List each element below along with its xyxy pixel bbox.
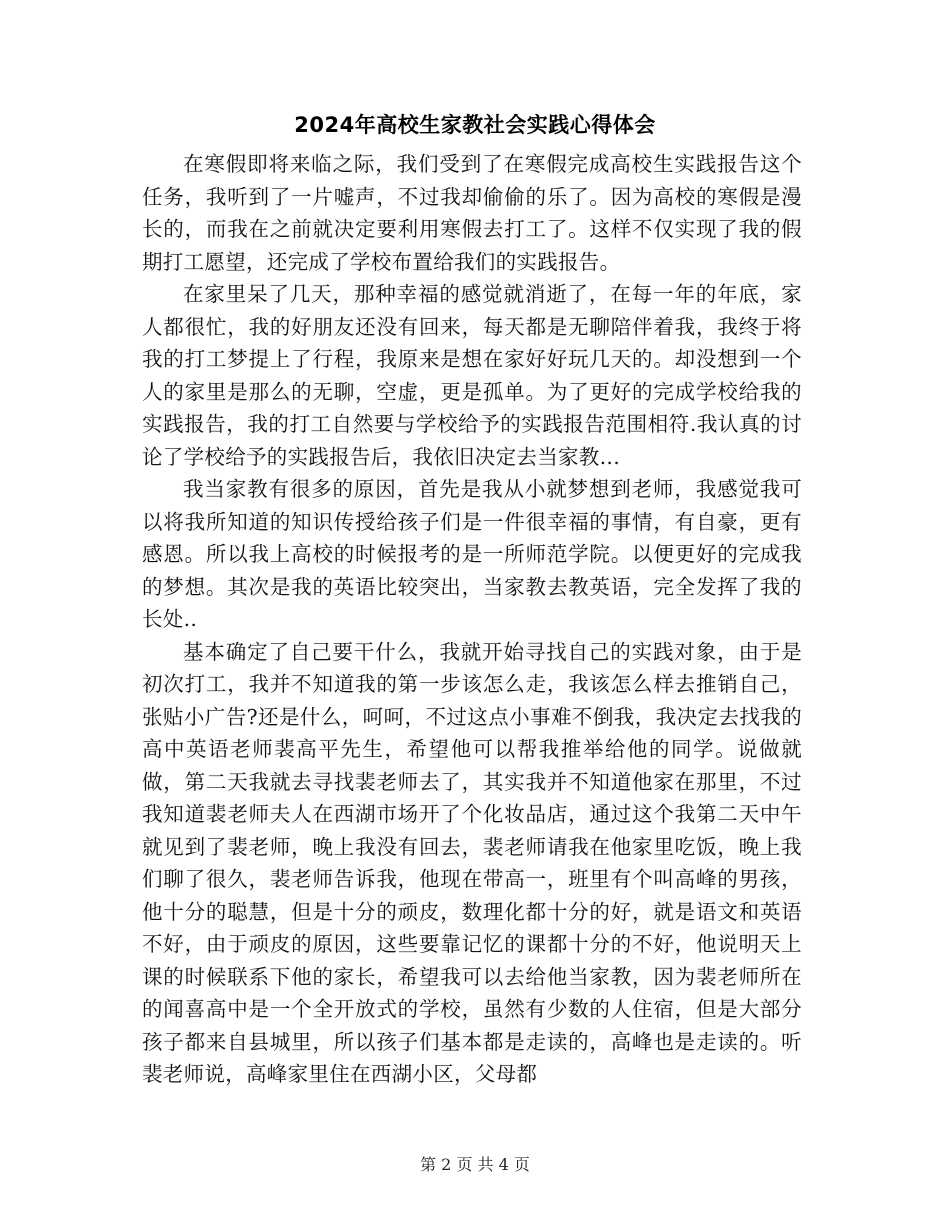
paragraph-2: 在家里呆了几天，那种幸福的感觉就消逝了，在每一年的年底，家人都很忙，我的好朋友还没有回来，每天都是无聊陪伴着我，我终于将我的打工梦提上了行程，我原来是想在家好好玩几天的。却没想到一个人的家里是那么的无聊，空虚，更是孤单。为了更好的完成学校给我的实践报告，我的打工自然要与学校给予的实践报告范围相符.我认真的讨论了学校给予的实践报告后，我依旧决定去当家教... bbox=[142, 282, 802, 469]
page-number-footer: 第 2 页 共 4 页 bbox=[420, 1155, 530, 1174]
paragraph-1: 在寒假即将来临之际，我们受到了在寒假完成高校生实践报告这个任务，我听到了一片嘘声，不过我却偷偷的乐了。因为高校的寒假是漫长的，而我在之前就决定要利用寒假去打工了。这样不仅实现了我的假期打工愿望，还完成了学校布置给我们的实践报告。 bbox=[142, 152, 802, 274]
document-title: 2024年高校生家教社会实践心得体会 bbox=[294, 113, 656, 137]
paragraph-3: 我当家教有很多的原因，首先是我从小就梦想到老师，我感觉我可以将我所知道的知识传授给孩子们是一件很幸福的事情，有自豪，更有感恩。所以我上高校的时候报考的是一所师范学院。以便更好的完成我的梦想。其次是我的英语比较突出，当家教去教英语，完全发挥了我的长处.. bbox=[142, 477, 802, 631]
paragraph-4: 基本确定了自己要干什么，我就开始寻找自己的实践对象，由于是初次打工，我并不知道我的第一步该怎么走，我该怎么样去推销自己，张贴小广告?还是什么，呵呵，不过这点小事难不倒我，我决定去找我的高中英语老师裴高平先生，希望他可以帮我推举给他的同学。说做就做，第二天我就去寻找裴老师去了，其实我并不知道他家在那里，不过我知道裴老师夫人在西湖市场开了个化妆品店，通过这个我第二天中午就见到了裴老师，晚上我没有回去，裴老师请我在他家里吃饭，晚上我们聊了很久，裴老师告诉我，他现在带高一，班里有个叫高峰的男孩，他十分的聪慧，但是十分的顽皮，数理化都十分的好，就是语文和英语不好，由于顽皮的原因，这些要靠记忆的课都十分的不好，他说明天上课的时候联系下他的家长，希望我可以去给他当家教，因为裴老师所在的闻喜高中是一个全开放式的学校，虽然有少数的人住宿，但是大部分孩子都来自县城里，所以孩子们基本都是走读的，高峰也是走读的。听裴老师说，高峰家里住在西湖小区，父母都 bbox=[142, 639, 802, 1086]
document-body bbox=[142, 148, 802, 1091]
